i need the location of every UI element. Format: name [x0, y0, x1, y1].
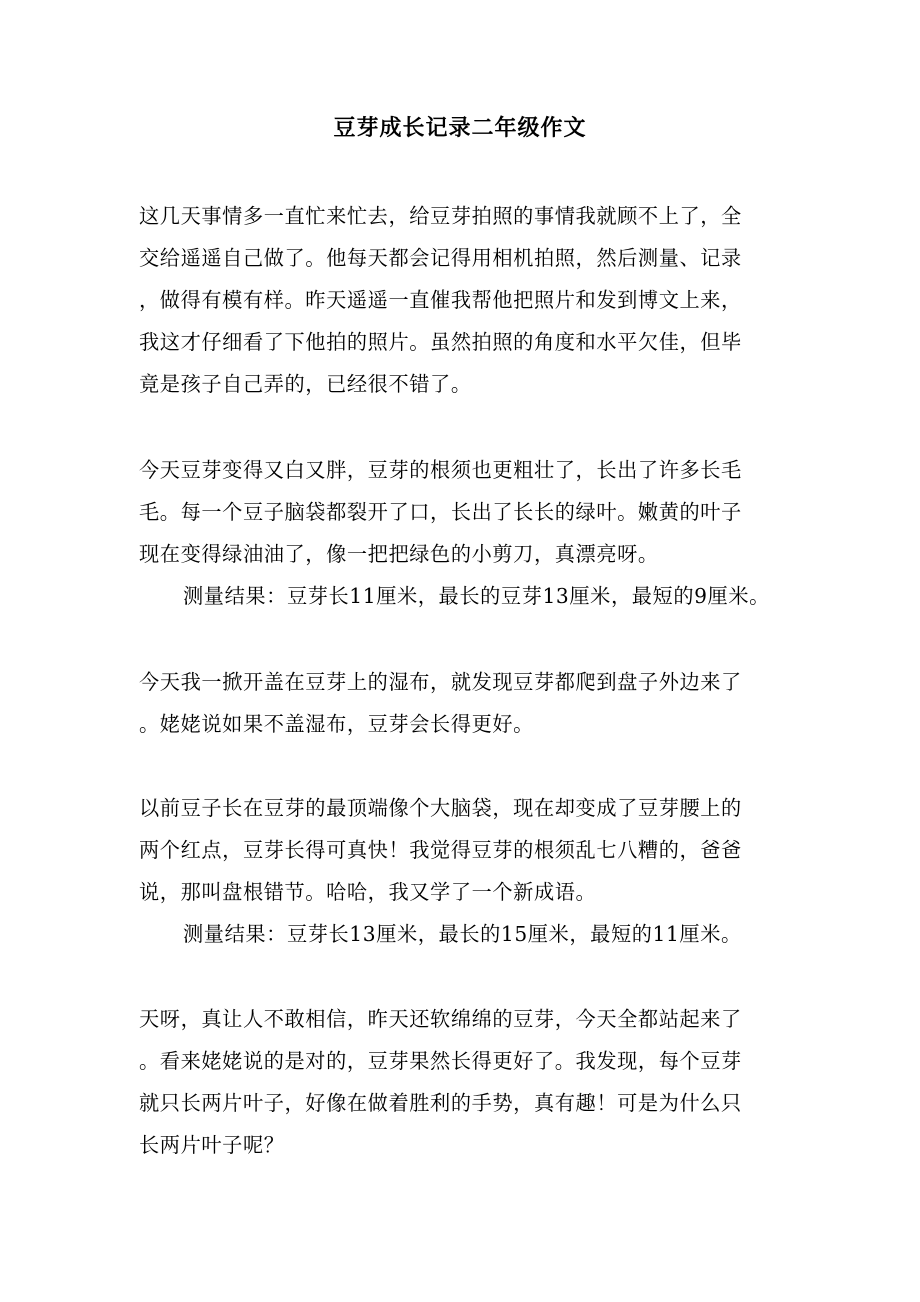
paragraph-line: 。看来姥姥说的是对的，豆芽果然长得更好了。我发现，每个豆芽	[139, 1049, 742, 1073]
paragraph-line: 以前豆子长在豆芽的最顶端像个大脑袋，现在却变成了豆芽腰上的	[139, 796, 742, 820]
document-title: 豆芽成长记录二年级作文	[333, 115, 587, 141]
paragraph-line: ，做得有模有样。昨天遥遥一直催我帮他把照片和发到博文上来，	[139, 288, 742, 312]
paragraph-line: 长两片叶子呢？	[139, 1133, 285, 1157]
paragraph-line: 就只长两片叶子，好像在做着胜利的手势，真有趣！可是为什么只	[139, 1091, 742, 1115]
paragraph-line: 交给遥遥自己做了。他每天都会记得用相机拍照，然后测量、记录	[139, 246, 742, 270]
paragraph-line: 。姥姥说如果不盖湿布，豆芽会长得更好。	[139, 712, 534, 736]
paragraph-line: 现在变得绿油油了，像一把把绿色的小剪刀，真漂亮呀。	[139, 542, 659, 566]
paragraph-line: 这几天事情多一直忙来忙去，给豆芽拍照的事情我就顾不上了，全	[139, 204, 742, 228]
paragraph-line: 两个红点，豆芽长得可真快！我觉得豆芽的根须乱七八糟的，爸爸	[139, 838, 742, 862]
paragraph-line: 我这才仔细看了下他拍的照片。虽然拍照的角度和水平欠佳，但毕	[139, 330, 742, 354]
measurement-line: 测量结果：豆芽长13厘米，最长的15厘米，最短的11厘米。	[183, 922, 742, 946]
paragraph-line: 竟是孩子自己弄的，已经很不错了。	[139, 372, 472, 396]
measurement-line: 测量结果：豆芽长11厘米，最长的豆芽13厘米，最短的9厘米。	[183, 584, 770, 608]
paragraph-line: 说，那叫盘根错节。哈哈，我又学了一个新成语。	[139, 880, 597, 904]
paragraph-line: 今天我一掀开盖在豆芽上的湿布，就发现豆芽都爬到盘子外边来了	[139, 670, 742, 694]
paragraph-line: 天呀，真让人不敢相信，昨天还软绵绵的豆芽，今天全都站起来了	[139, 1007, 742, 1031]
paragraph-line: 毛。每一个豆子脑袋都裂开了口，长出了长长的绿叶。嫩黄的叶子	[139, 500, 742, 524]
paragraph-line: 今天豆芽变得又白又胖，豆芽的根须也更粗壮了，长出了许多长毛	[139, 458, 742, 482]
